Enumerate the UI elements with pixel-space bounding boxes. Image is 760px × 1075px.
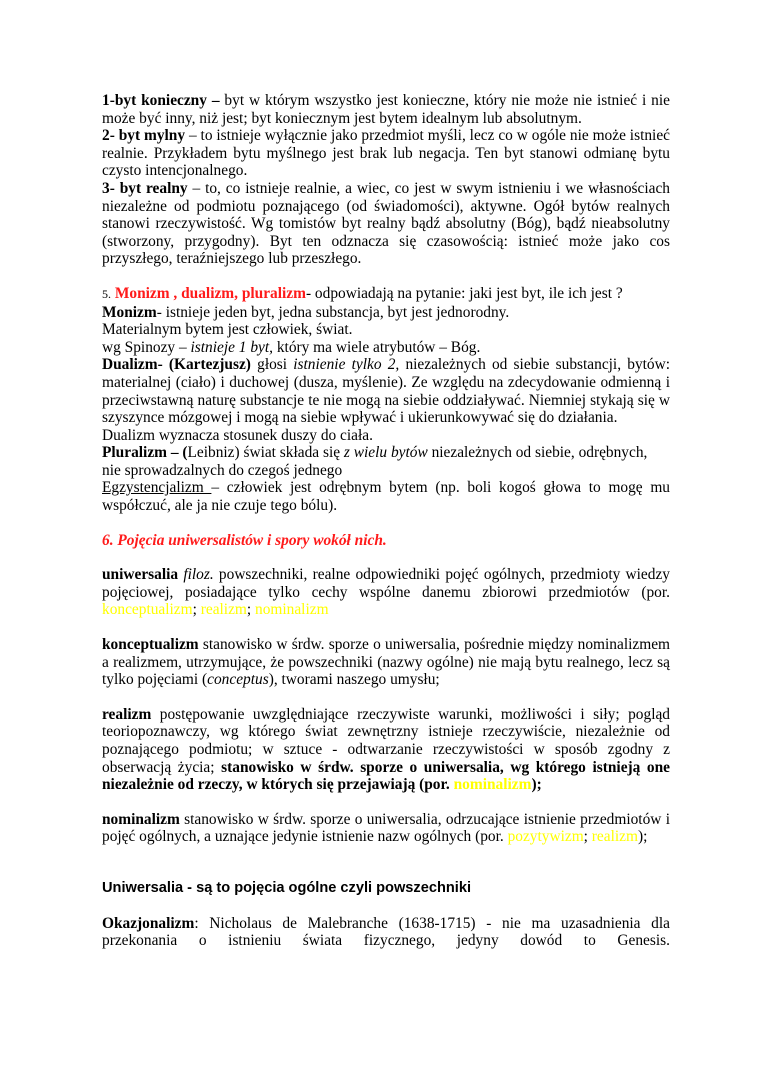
paragraph-spinoza: [102, 339, 670, 357]
paragraph-byt-realny: [102, 180, 670, 268]
term-nominalizm: nominalizm: [102, 810, 180, 828]
link-nominalizm[interactable]: nominalizm: [255, 601, 329, 619]
section-number: 5.: [102, 286, 111, 301]
bold-text: );: [531, 776, 542, 794]
term-byt-realny: 3- byt realny: [102, 179, 188, 197]
text: głosi: [250, 356, 294, 374]
italic-text: conceptus: [207, 671, 269, 689]
term-uniwersalia: uniwersalia: [102, 566, 179, 584]
definition-text: postępowanie uwzględniające rzeczywiste warunki, możliwości i siły; pogląd teoriopoznawczy, wg którego świat zewnętrzny istnieje rzeczywiście, niezależnie od poznającego podmiotu; w sztuce - odtwarzanie rzeczywistości w sposób zgodny z obserwacją życia;: [102, 705, 670, 776]
text: który ma wiele atrybutów – Bóg.: [273, 338, 481, 356]
section-5-heading: [102, 285, 670, 304]
definition-text: : Nicholaus de Malebranche (1638-1715) - nie ma uzasadnienia dla przekonania o istnieniu świata fizycznego, jedyny dowód to Genesis.: [102, 914, 670, 950]
paragraph-uniwersalia-summary: [102, 880, 670, 898]
paragraph-monizm: [102, 304, 670, 322]
definition-text: stanowisko w śrdw. sporze o uniwersalia, odrzucające istnienie przedmiotów i pojęć ogólnych, a uznające jedynie istnienie nazw ogólnych (por.: [102, 810, 670, 846]
paragraph-byt-konieczny: [102, 92, 670, 127]
term-realizm: realizm: [102, 705, 152, 723]
paragraph-dualizm-wyznacza: Dualizm wyznacza stosunek duszy do ciała.: [102, 426, 373, 444]
term-egzystencjalizm: Egzystencjalizm: [102, 479, 212, 497]
text: niezależnych od siebie substancji, bytów: materialnej (ciało) i duchowej (dusza, myślenie). Ze względu na zdecydowanie odmienną i przeciwstawną naturę substancje te nie mogą na siebie oddziaływać. Niemniej stykają się w szyszynce mózgowej i mogą na siebie wpływać i ukierunkowywać się do działania.: [102, 356, 670, 427]
link-pozytywizm[interactable]: pozytywizm: [507, 828, 584, 846]
term-byt-mylny: 2- byt mylny: [102, 127, 186, 145]
paragraph-pluralizm: [102, 444, 670, 479]
term-byt-konieczny: 1-byt konieczny –: [102, 92, 220, 109]
paragraph-egzystencjalizm: [102, 479, 670, 514]
definition-text: – to, co istnieje realnie, a wiec, co jest w swym istnieniu i we własnościach niezależne od podmiotu poznającego (od świadomości), aktywne. Ogół bytów realnych stanowi rzeczywistość. Wg tomistów byt realny bądź absolutny (Bóg), bądź nieabsolutny (stworzony, przygodny). Byt ten odznacza się czasowością: istnieć może jako cos przyszłego, teraźniejszego lub przeszłego.: [102, 179, 670, 268]
paragraph-konceptualizm: [102, 636, 670, 689]
paragraph-okazjonalizm: [102, 915, 670, 950]
term-okazjonalizm: Okazjonalizm: [102, 914, 195, 932]
paragraph-nominalizm: nominalizm stanowisko w śrdw. sporze o uniwersalia, odrzucające istnienie przedmiotów i pojęć ogólnych, a uznające jedynie istnienie nazw ogólnych (por. pozytywizm; realizm);: [102, 810, 670, 846]
term-pluralizm: Pluralizm – (: [102, 444, 188, 462]
document-page: [102, 92, 670, 950]
term-dualizm: Dualizm- (Kartezjusz): [102, 356, 251, 374]
bold-text: stanowisko w śrdw. sporze o uniwersalia, wg którego istnieją one niezależnie od rzeczy, w których się przejawiają (por.: [102, 758, 671, 794]
definition-text: – człowiek jest odrębnym bytem (np. boli kogoś głowa to mogę mu współczuć, ale ja nie czuje tego bólu).: [102, 479, 670, 515]
paragraph-uniwersalia: uniwersalia filoz. powszechniki, realne odpowiedniki pojęć ogólnych, przedmioty wiedzy pojęciowej, posiadające tylko cechy wspólne danemu zbiorowi przedmiotów (por. konceptualizm; realizm; nominalizm: [102, 566, 670, 619]
section-subtitle: - odpowiadają na pytanie: jaki jest byt, ile ich jest ?: [305, 284, 623, 302]
italic-text: istnieje 1 byt,: [190, 338, 273, 356]
definition-text: ), tworami naszego umysłu;: [268, 671, 440, 689]
text: niezależnych od siebie, odrębnych, nie sprowadzalnych do czegoś jednego: [102, 444, 648, 479]
link-konceptualizm[interactable]: konceptualizm: [102, 601, 193, 619]
italic-text: istnienie tylko 2,: [293, 356, 400, 374]
link-realizm[interactable]: realizm: [200, 601, 247, 619]
section-title: 6. Pojęcia uniwersalistów i spory wokół nich.: [102, 531, 387, 549]
paragraph-materialnym: Materialnym bytem jest człowiek, świat.: [102, 321, 353, 339]
italic-text: filoz.: [178, 566, 214, 584]
term-monizm: Monizm: [102, 303, 157, 321]
definition-text: stanowisko w śrdw. sporze o uniwersalia, pośrednie między nominalizmem a realizmem, utrzymujące, że powszechniki (nazwy ogólne) nie mają bytu realnego, lecz są tylko pojęciami (: [102, 636, 670, 689]
paragraph-dualizm: [102, 356, 670, 426]
text: wg Spinozy –: [102, 338, 191, 356]
term-konceptualizm: konceptualizm: [102, 636, 199, 654]
section-6-heading: [102, 532, 670, 550]
text: );: [637, 828, 648, 846]
section-title: Monizm , dualizm, pluralizm: [111, 284, 306, 302]
paragraph-realizm: [102, 706, 670, 794]
link-nominalizm[interactable]: nominalizm: [453, 776, 532, 794]
bold-text: Uniwersalia - są to pojęcia ogólne czyli powszechniki: [102, 879, 471, 896]
definition-text: powszechniki, realne odpowiedniki pojęć ogólnych, przedmioty wiedzy pojęciowej, posiadające tylko cechy wspólne danemu zbiorowi przedmiotów (por.: [102, 566, 670, 601]
link-realizm[interactable]: realizm: [591, 828, 638, 846]
paragraph-byt-mylny: [102, 127, 670, 180]
definition-text: - istnieje jeden byt, jedna substancja, byt jest jednorodny.: [156, 303, 510, 321]
italic-text: z wielu bytów: [343, 444, 428, 462]
definition-text: byt w którym wszystko jest konieczne, który nie może nie istnieć i nie może być inny, niż jest; byt koniecznym jest bytem idealnym lub absolutnym.: [102, 92, 670, 127]
text: Leibniz) świat składa się: [187, 444, 344, 462]
definition-text: – to istnieje wyłącznie jako przedmiot myśli, lecz co w ogóle nie może istnieć realnie. Przykładem bytu myślnego jest brak lub negacja. Ten byt stanowi odmianę bytu czysto intencjonalnego.: [102, 127, 670, 180]
